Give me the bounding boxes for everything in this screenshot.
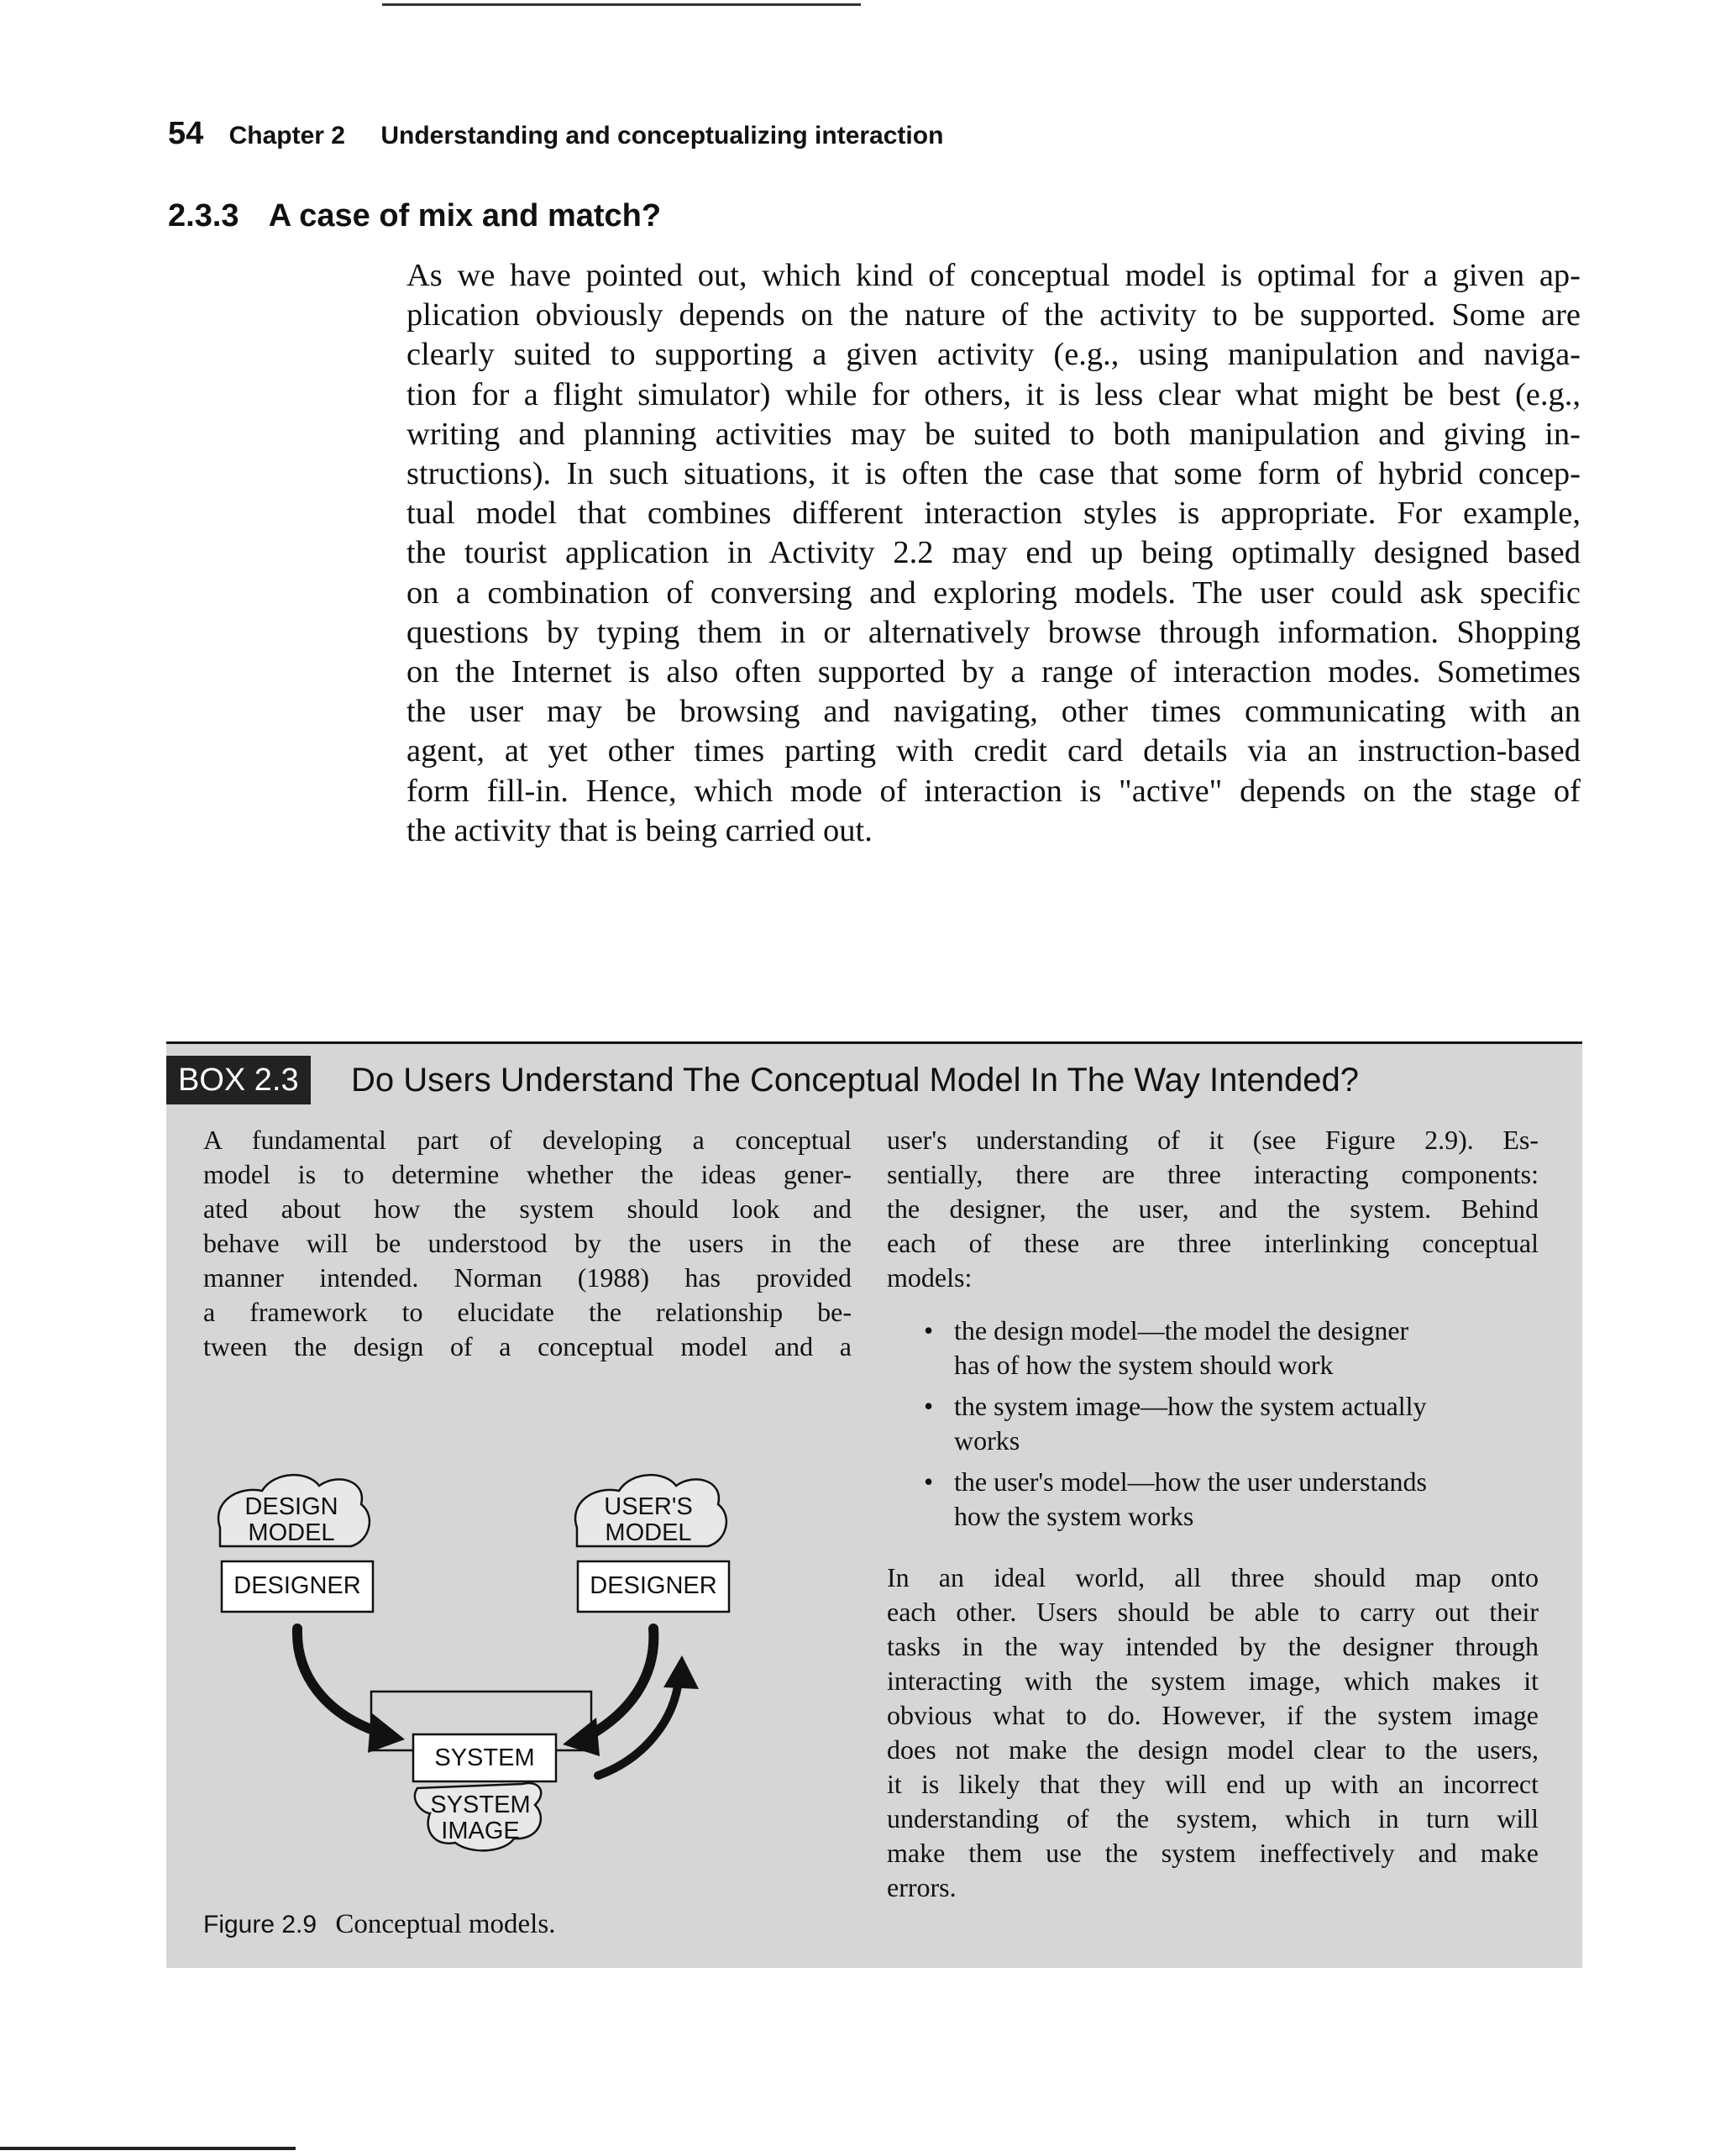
bullet-icon: • [924, 1391, 934, 1421]
body-line: tion for a flight simulator) while for others, it is less clear what might be best (e.g., [406, 376, 1581, 412]
box-line: understanding of the system, which in turn will [887, 1803, 1539, 1833]
box-line: user's understanding of it (see Figure 2.9). Es- [887, 1125, 1539, 1155]
design-model-label: DESIGN MODEL [244, 1493, 338, 1546]
body-line: on a combination of conversing and exploring models. The user could ask specific [406, 574, 1581, 611]
box-line: manner intended. Norman (1988) has provided [203, 1262, 852, 1293]
box-line: tween the design of a conceptual model and a [203, 1331, 852, 1361]
users-model-label: USER'S MODEL [604, 1493, 693, 1546]
section-heading [168, 198, 661, 234]
list-item [887, 1314, 1539, 1382]
system-image-label: SYSTEM IMAGE [430, 1791, 531, 1844]
figure-caption-text: Conceptual models. [335, 1909, 556, 1939]
box-closing [887, 1561, 1539, 1905]
box-line: A fundamental part of developing a conceptual [203, 1125, 852, 1155]
body-line: writing and planning activities may be suited to both manipulation and giving in- [406, 416, 1581, 452]
bullet-icon: • [924, 1315, 934, 1346]
body-line: tual model that combines different interaction styles is appropriate. For example, [406, 496, 1581, 532]
figure-caption [203, 1909, 555, 1940]
conceptual-models-figure [203, 1461, 926, 1939]
section-number: 2.3.3 [168, 198, 239, 233]
chapter-label: Chapter 2 [228, 122, 345, 150]
body-line: on the Internet is also often supported by a range of interaction modes. Sometimes [406, 654, 1581, 690]
box-line: errors. [887, 1872, 957, 1902]
box-tag: BOX 2.3 [166, 1056, 311, 1104]
arrowhead-right-up [663, 1655, 699, 1689]
list-item-line: works [954, 1425, 1020, 1456]
box-line: model is to determine whether the ideas gener- [203, 1159, 852, 1189]
top-rule [382, 3, 861, 6]
body-line: plication obviously depends on the nature of the activity to be supported. Some are [406, 297, 1581, 333]
list-item-line: the system image—how the system actually [954, 1391, 1427, 1421]
box-line: ated about how the system should look and [203, 1193, 852, 1224]
box-line: the designer, the user, and the system. Behind [887, 1193, 1539, 1224]
box-line: each other. Users should be able to carry out their [887, 1597, 1539, 1627]
arrowhead-left [368, 1713, 405, 1753]
box-line: obvious what to do. However, if the system image [887, 1700, 1539, 1730]
running-head [168, 116, 943, 152]
box-line: it is likely that they will end up with an incorrect [887, 1769, 1539, 1799]
box-line: interacting with the system image, which makes it [887, 1666, 1539, 1696]
box-line: does not make the design model clear to the users, [887, 1734, 1539, 1765]
box-line: a framework to elucidate the relationship be- [203, 1297, 852, 1327]
box-line: models: [887, 1262, 973, 1293]
body-paragraph [406, 256, 1581, 851]
list-item-line: the user's model—how the user understands [954, 1466, 1427, 1497]
designer-label-right: DESIGNER [590, 1572, 717, 1599]
bullet-icon: • [924, 1466, 934, 1497]
list-item [887, 1465, 1539, 1534]
body-line: questions by typing them in or alternatively browse through information. Shopping [406, 614, 1581, 650]
chapter-title: Understanding and conceptualizing interaction [380, 122, 944, 150]
box-right-column [887, 1123, 1539, 1905]
box-line: In an ideal world, all three should map onto [887, 1562, 1539, 1592]
design-to-system-arrow [297, 1629, 375, 1731]
list-item-line: has of how the system should work [954, 1350, 1334, 1380]
bottom-rule [0, 2147, 296, 2150]
box-line: sentially, there are three interacting components: [887, 1159, 1539, 1189]
list-item-line: the design model—the model the designer [954, 1315, 1409, 1346]
body-line: agent, at yet other times parting with credit card details via an instruction-based [406, 733, 1581, 769]
box-intro [887, 1123, 1539, 1295]
system-label: SYSTEM [434, 1744, 535, 1771]
page-number: 54 [168, 116, 204, 151]
body-line: structions). In such situations, it is often the case that some form of hybrid concep- [406, 456, 1581, 492]
models-list [887, 1314, 1539, 1534]
box-panel [166, 1041, 1582, 1968]
body-line: the activity that is being carried out. [406, 812, 873, 848]
figure-number: Figure 2.9 [203, 1911, 317, 1938]
body-line: As we have pointed out, which kind of conceptual model is optimal for a given ap- [406, 258, 1581, 293]
body-line: the user may be browsing and navigating, other times communicating with an [406, 694, 1581, 730]
box-left-column [203, 1123, 852, 1364]
box-title: Do Users Understand The Conceptual Model In The Way Intended? [351, 1062, 1359, 1099]
list-item [887, 1389, 1539, 1458]
box-line: make them use the system ineffectively and make [887, 1838, 1539, 1868]
body-line: clearly suited to supporting a given activity (e.g., using manipulation and naviga- [406, 337, 1581, 373]
box-line: tasks in the way intended by the designer through [887, 1631, 1539, 1661]
list-item-line: how the system works [954, 1501, 1194, 1531]
body-line: the tourist application in Activity 2.2 may end up being optimally designed based [406, 535, 1581, 571]
designer-label-left: DESIGNER [233, 1572, 361, 1599]
box-line: behave will be understood by the users in the [203, 1228, 852, 1258]
body-line: form fill-in. Hence, which mode of interaction is "active" depends on the stage of [406, 773, 1581, 809]
box-line: each of these are three interlinking conceptual [887, 1228, 1539, 1258]
section-title: A case of mix and match? [268, 198, 662, 233]
